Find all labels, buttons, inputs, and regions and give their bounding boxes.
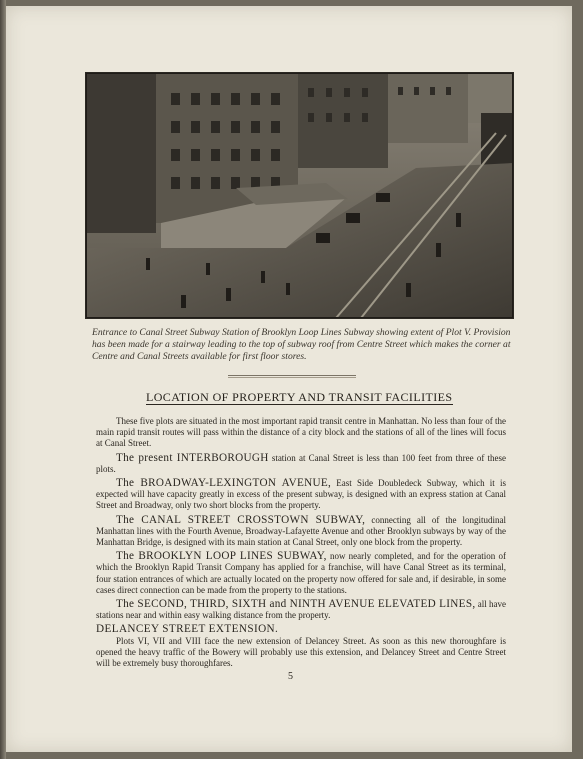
paragraph-lead: The BROOKLYN LOOP LINES SUBWAY, <box>116 550 327 563</box>
section-divider <box>228 375 356 378</box>
paragraph-rest: station at Canal Street is less than 100 feet from three of these plots. <box>96 452 506 474</box>
paragraph-canal-crosstown <box>96 515 506 549</box>
subheading-text: DELANCEY STREET EXTENSION. <box>96 623 279 636</box>
paragraph-delancey: Plots VI, VII and VIII face the new extension of Delancey Street. As soon as this new thoroughfare is opened the heavy traffic of the Bowery will probably use this extension, and Delancey Street and Centre Street will be extremely busy thoroughfares. <box>96 635 506 669</box>
body-text <box>96 416 506 672</box>
paragraph-rest: all have stations near and within easy walking distance from the property. <box>96 599 506 621</box>
paragraph-lead: The SECOND, THIRD, SIXTH and NINTH AVENUE ELEVATED LINES, <box>116 598 476 611</box>
paragraph-brooklyn-loop <box>96 551 506 596</box>
paragraph-broadway-lexington <box>96 478 506 512</box>
paragraph-rest: now nearly completed, and for the operation of which the Brooklyn Rapid Transit Company has applied for a franchise, will have Canal Street as its terminal, four station entrances of which are actually located on the property now offered for sale and, if desirable, in some cases direct connection can be made from the property to the stations. <box>96 551 506 595</box>
page-number: 5 <box>288 671 293 682</box>
section-heading: LOCATION OF PROPERTY AND TRANSIT FACILITIES <box>146 390 453 404</box>
paragraph-rest: connecting all of the longitudinal Manhattan lines with the Fourth Avenue, Broadway-Lafayette Avenue and other Brooklyn subways by way of the Manhattan Bridge, is designed with its main station at Canal Street, only one block from the property. <box>96 514 506 548</box>
paragraph-intro: These five plots are situated in the most important rapid transit centre in Manhattan. No less than four of the main rapid transit routes will pass within the distance of a city block and the stations of all of the lines will focus at Canal Street. <box>96 416 506 449</box>
paragraph-lead: The BROADWAY-LEXINGTON AVENUE, <box>116 477 332 490</box>
street-photo-icon <box>86 73 513 318</box>
paragraph-lead: The present INTERBOROUGH <box>116 451 269 464</box>
paragraph-rest: East Side Doubledeck Subway, which it is expected will have capacity greatly in excess of the present subway, is designed with an express station at Canal Street and Broadway, only two short blocks from the property. <box>96 478 506 511</box>
paragraph-elevated-lines <box>96 599 506 621</box>
paragraph-interborough <box>96 453 506 475</box>
subheading-delancey <box>96 624 506 635</box>
paragraph-lead: The CANAL STREET CROSSTOWN SUBWAY, <box>116 513 366 526</box>
photo-caption: Entrance to Canal Street Subway Station of Brooklyn Loop Lines Subway showing extent of Plot V. Provision has been made for a stairway leading to the top of subway roof from Centre Street which makes the corner at Centre and Canal Streets available for first floor stores. <box>92 327 511 362</box>
street-photo <box>85 72 514 319</box>
heading-underline <box>146 404 453 405</box>
